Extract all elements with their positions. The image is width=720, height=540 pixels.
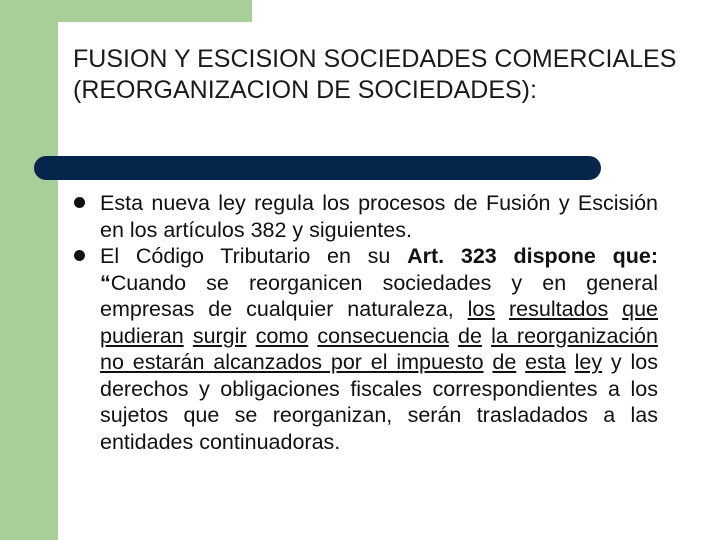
space: [482, 324, 491, 348]
bullet-dot-icon: [74, 197, 85, 208]
title-rule: [58, 156, 601, 180]
underlined-word: de: [492, 350, 517, 374]
underlined-word: como: [255, 323, 309, 348]
underlined-word: pudieran: [100, 323, 184, 348]
bullet-lead: El Código Tributario en su: [100, 244, 408, 268]
slide-title: FUSION Y ESCISION SOCIEDADES COMERCIALES (REORGANIZACION DE SOCIEDADES):: [73, 45, 677, 104]
bullet-text: Esta nueva ley regula los procesos de Fusión y Escisión en los artículos 382 y siguientes.: [100, 191, 658, 242]
underlined-word: que: [622, 297, 658, 321]
bullet-item-2: [72, 243, 658, 455]
underlined-word: los: [467, 297, 496, 321]
space: [608, 297, 622, 321]
space: [449, 324, 458, 348]
underlined-phrase: la reorganización no estarán alcanzados por el impuesto: [100, 323, 658, 374]
slide-content: [72, 190, 658, 455]
underlined-word: de: [458, 323, 482, 348]
space: [566, 350, 575, 374]
underlined-word: surgir: [192, 323, 247, 348]
space: [247, 324, 256, 348]
quote-text: Cuando se reorganicen sociedades y en general empresas de cualquier naturaleza,: [100, 270, 658, 321]
space: [516, 350, 525, 374]
underlined-word: consecuencia: [317, 323, 449, 348]
green-decor-strip: [0, 160, 58, 540]
bullet-item-1: [72, 190, 658, 243]
bullet-dot-icon: [74, 250, 85, 261]
article-reference: Art. 323 dispone que: “: [100, 244, 658, 295]
space: [184, 324, 193, 348]
quote-text-end: y los derechos y obligaciones fiscales correspondientes a los sujetos que se reorganizan, serán trasladados a las entidades continuadoras.: [100, 350, 658, 454]
space: [495, 297, 509, 321]
underlined-word: resultados: [509, 297, 609, 321]
underlined-word: esta: [525, 350, 566, 374]
underlined-word: ley: [574, 350, 603, 374]
